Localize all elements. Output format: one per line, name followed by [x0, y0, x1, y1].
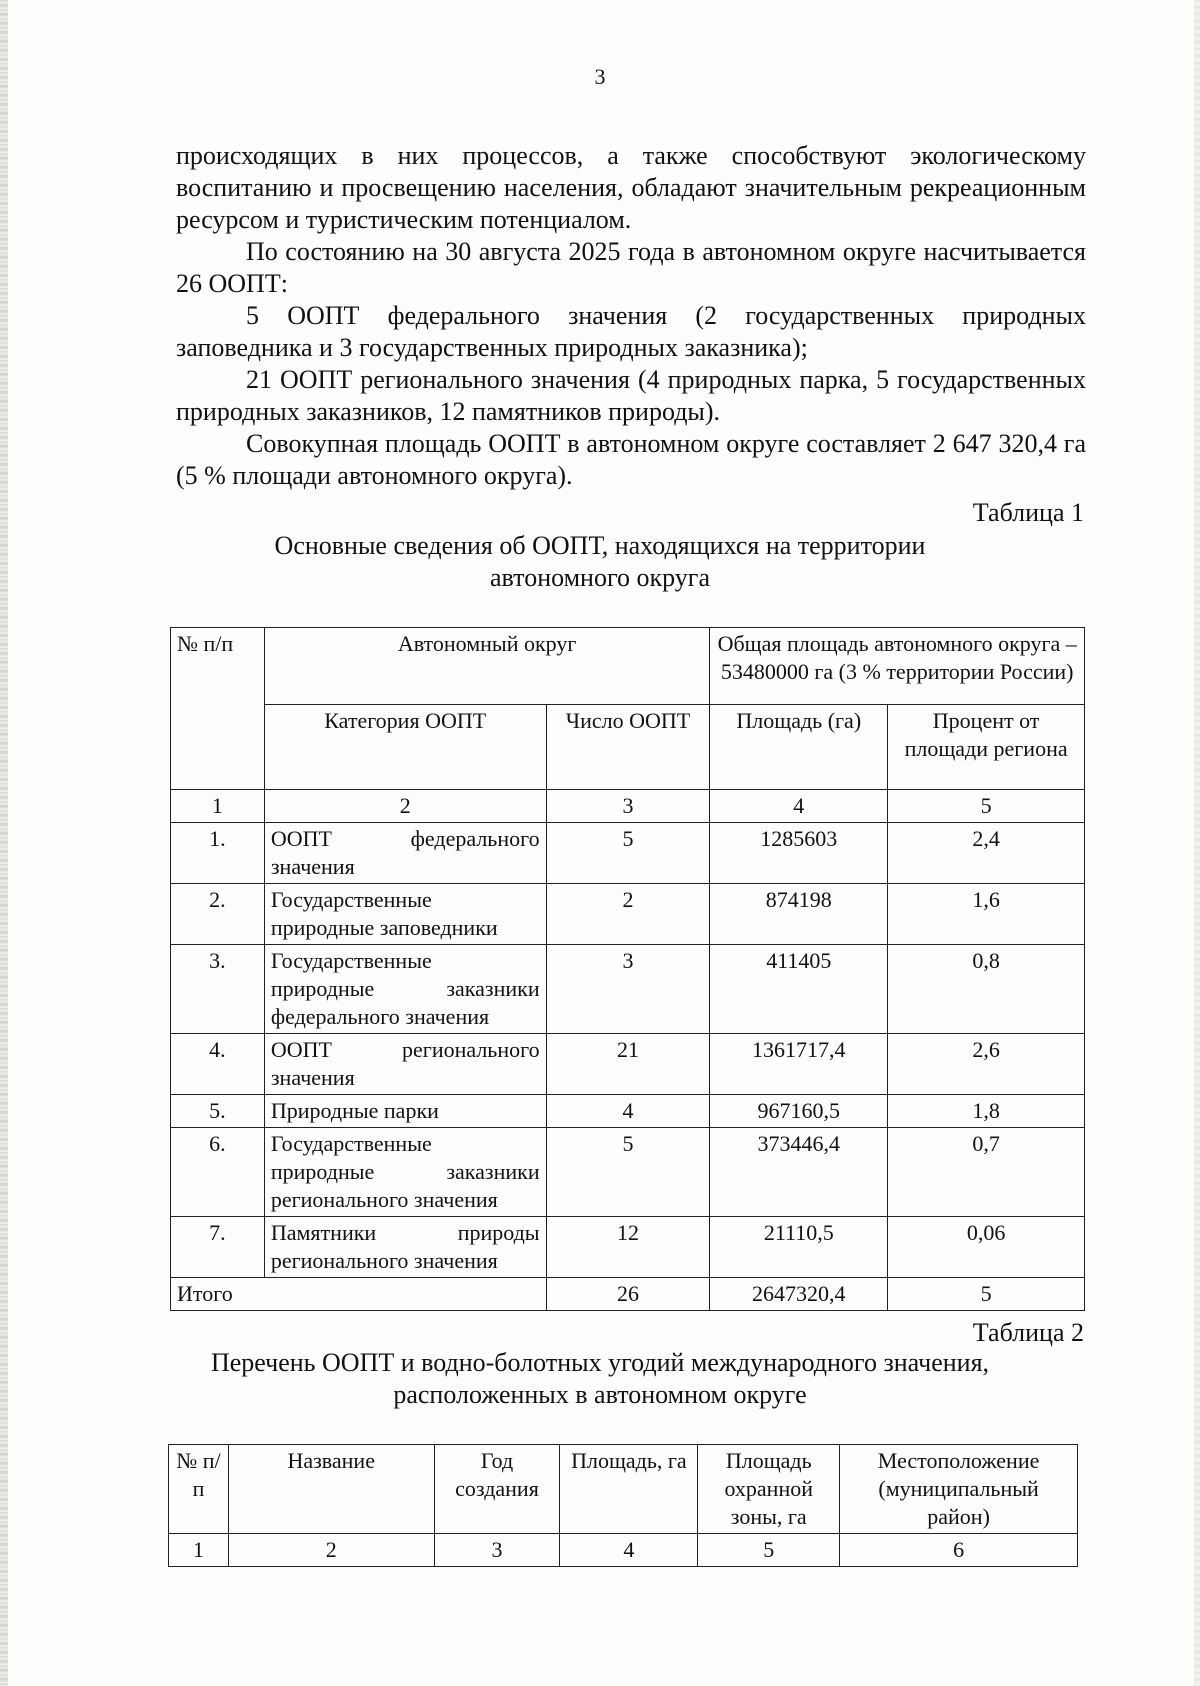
table1-header-percent: Процент от площади региона [888, 705, 1085, 790]
row-count: 21 [546, 1034, 710, 1095]
paragraph-1: происходящих в них процессов, а также способствуют экологическому воспитанию и просвещению населения, обладают значительным рекреационным ресурсом и туристическим потенциалом. [176, 141, 1086, 234]
row-num: 2. [171, 884, 265, 945]
row-percent: 0,7 [888, 1128, 1085, 1217]
row-name: Государственные природные заповедники [264, 884, 546, 945]
table1-colnum: 1 [171, 790, 265, 823]
table2-colnum: 2 [228, 1534, 434, 1567]
row-name: ООПТ регионального значения [264, 1034, 546, 1095]
row-count: 2 [546, 884, 710, 945]
row-name: Памятники природы регионального значения [264, 1217, 546, 1278]
table-total-row [171, 1278, 1085, 1311]
table2-header-buffer: Площадь охранной зоны, га [698, 1445, 840, 1534]
table1-header-num: № п/п [171, 628, 265, 790]
table1-header-category: Категория ООПТ [264, 705, 546, 790]
total-count: 26 [546, 1278, 710, 1311]
table2-colnum: 5 [698, 1534, 840, 1567]
row-num: 7. [171, 1217, 265, 1278]
paragraph-3: 5 ООПТ федерального значения (2 государственных природных заповедника и 3 государственных природных заказника); [176, 301, 1086, 362]
row-num: 6. [171, 1128, 265, 1217]
table1-header-count: Число ООПТ [546, 705, 710, 790]
paragraph-4: 21 ООПТ регионального значения (4 природных парка, 5 государственных природных заказников, 12 памятников природы). [176, 365, 1086, 426]
table1-header-total-area: Общая площадь автономного округа – 53480000 га (3 % территории России) [710, 628, 1085, 705]
table2-title-line2: расположенных в автономном округе [393, 1380, 807, 1409]
row-count: 5 [546, 823, 710, 884]
table2-title-line1: Перечень ООПТ и водно-болотных угодий международного значения, [210, 1348, 990, 1377]
total-area: 2647320,4 [710, 1278, 888, 1311]
table2-colnum: 4 [560, 1534, 698, 1567]
table-row [171, 945, 1085, 1034]
row-percent: 0,8 [888, 945, 1085, 1034]
table1-title-line2: автономного округа [490, 563, 710, 592]
row-name: Государственные природные заказники регионального значения [264, 1128, 546, 1217]
table2 [168, 1444, 1078, 1567]
row-area: 411405 [710, 945, 888, 1034]
scan-edge-left [0, 0, 8, 1686]
row-name: ООПТ федерального значения [264, 823, 546, 884]
table1-title-line1: Основные сведения об ООПТ, находящихся на территории [274, 531, 926, 560]
row-area: 1361717,4 [710, 1034, 888, 1095]
paragraph-2: По состоянию на 30 августа 2025 года в автономном округе насчитывается 26 ООПТ: [176, 237, 1086, 298]
scan-edge-right [1194, 0, 1200, 1686]
table-row [171, 884, 1085, 945]
table2-header-year: Год создания [434, 1445, 560, 1534]
row-area: 874198 [710, 884, 888, 945]
row-name: Государственные природные заказники федерального значения [264, 945, 546, 1034]
total-percent: 5 [888, 1278, 1085, 1311]
row-count: 12 [546, 1217, 710, 1278]
table2-header-location: Местоположение (муниципальный район) [840, 1445, 1078, 1534]
table2-caption: Таблица 2 [972, 1318, 1084, 1347]
page-number: 3 [594, 64, 606, 89]
table-row [171, 1095, 1085, 1128]
row-area: 21110,5 [710, 1217, 888, 1278]
row-num: 5. [171, 1095, 265, 1128]
table2-title [0, 1347, 1200, 1411]
row-count: 3 [546, 945, 710, 1034]
table1-title [0, 530, 1200, 594]
table2-colnum: 1 [169, 1534, 229, 1567]
row-percent: 1,8 [888, 1095, 1085, 1128]
paragraph-5: Совокупная площадь ООПТ в автономном округе составляет 2 647 320,4 га (5 % площади автономного округа). [176, 429, 1086, 490]
table1-colnum: 4 [710, 790, 888, 823]
table-row [171, 1034, 1085, 1095]
row-percent: 2,6 [888, 1034, 1085, 1095]
table1-colnum: 3 [546, 790, 710, 823]
row-num: 1. [171, 823, 265, 884]
table1-colnum: 2 [264, 790, 546, 823]
table-row [171, 823, 1085, 884]
total-label: Итого [171, 1278, 547, 1311]
table1-header-area: Площадь (га) [710, 705, 888, 790]
row-area: 967160,5 [710, 1095, 888, 1128]
table-row [171, 1217, 1085, 1278]
table1-header-okrug: Автономный округ [264, 628, 710, 705]
row-name: Природные парки [264, 1095, 546, 1128]
row-num: 3. [171, 945, 265, 1034]
table2-header-num: № п/п [169, 1445, 229, 1534]
table2-header-name: Название [228, 1445, 434, 1534]
row-area: 1285603 [710, 823, 888, 884]
table1-colnum: 5 [888, 790, 1085, 823]
row-count: 4 [546, 1095, 710, 1128]
row-num: 4. [171, 1034, 265, 1095]
row-percent: 0,06 [888, 1217, 1085, 1278]
table1-caption: Таблица 1 [972, 498, 1084, 527]
table1 [170, 627, 1085, 1311]
table-row [171, 1128, 1085, 1217]
row-percent: 2,4 [888, 823, 1085, 884]
table2-colnum: 3 [434, 1534, 560, 1567]
row-count: 5 [546, 1128, 710, 1217]
row-percent: 1,6 [888, 884, 1085, 945]
table2-colnum: 6 [840, 1534, 1078, 1567]
body-text [176, 140, 1086, 492]
row-area: 373446,4 [710, 1128, 888, 1217]
table2-header-area: Площадь, га [560, 1445, 698, 1534]
